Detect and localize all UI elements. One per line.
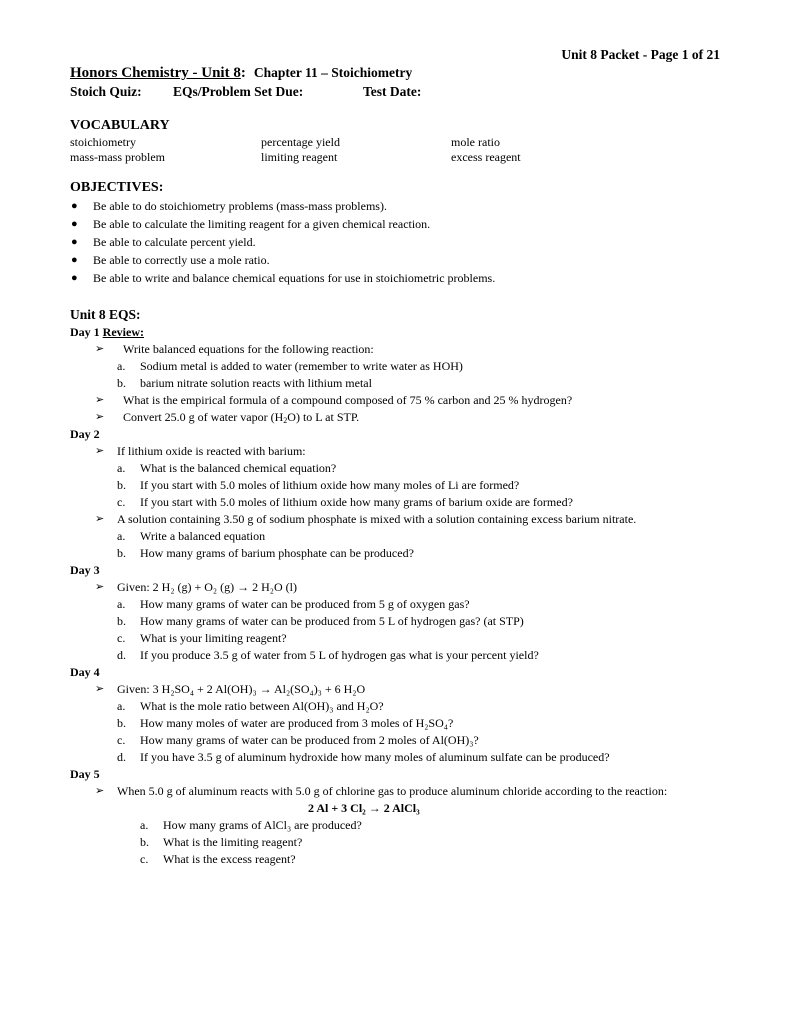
prompt-item bbox=[70, 579, 750, 596]
arrow-bullet-icon: ➢ bbox=[95, 513, 105, 525]
objective-item: ● Be able to calculate percent yield. bbox=[71, 235, 256, 249]
prompt-item: ➢ When 5.0 g of aluminum reacts with 5.0 g of chlorine gas to produce aluminum chloride according to the reaction: bbox=[95, 784, 668, 798]
arrow-bullet-icon: ➢ bbox=[95, 411, 105, 423]
sub-item: c. If you start with 5.0 moles of lithium oxide how many grams of barium oxide are formed? bbox=[117, 495, 573, 509]
objective-item: ● Be able to do stoichiometry problems (mass-mass problems). bbox=[71, 199, 387, 213]
prompt-item: ➢ A solution containing 3.50 g of sodium phosphate is mixed with a solution containing excess barium nitrate. bbox=[95, 512, 637, 526]
arrow-bullet-icon: ➢ bbox=[95, 581, 105, 593]
day-1-label: Day 1 Review: bbox=[70, 325, 144, 339]
test-date-label: Test Date: bbox=[363, 84, 422, 99]
arrow-bullet-icon: ➢ bbox=[95, 445, 105, 457]
prompt-item: ➢ Write balanced equations for the following reaction: bbox=[95, 342, 374, 356]
bullet-icon: ● bbox=[71, 272, 78, 284]
day-3-label: Day 3 bbox=[70, 563, 100, 577]
given-equation: Given: 2 H₂ (g) + O₂ (g) → 2 H₂O (l) bbox=[117, 580, 297, 594]
sub-item: a. Sodium metal is added to water (remember to write water as HOH) bbox=[117, 359, 463, 373]
bullet-icon: ● bbox=[71, 254, 78, 266]
sub-item: b. barium nitrate solution reacts with lithium metal bbox=[117, 376, 372, 390]
eqs-due-label: EQs/Problem Set Due: bbox=[173, 84, 304, 99]
sub-item: b. How many moles of water are produced from 3 moles of H₂SO₄? bbox=[117, 716, 454, 730]
stoich-quiz-label: Stoich Quiz: bbox=[70, 84, 142, 99]
vocab-term: limiting reagent bbox=[261, 150, 338, 164]
given-equation: Given: 3 H₂SO₄ + 2 Al(OH)₃ → Al₂(SO₄)₃ + 6 H₂O bbox=[117, 682, 366, 696]
sub-item: a. How many grams of water can be produced from 5 g of oxygen gas? bbox=[117, 597, 470, 611]
vocab-term: stoichiometry bbox=[70, 135, 136, 149]
reaction-equation: 2 Al + 3 Cl₂ → 2 AlCl₃ bbox=[308, 801, 420, 815]
bullet-icon: ● bbox=[71, 200, 78, 212]
sub-item: a. What is the mole ratio between Al(OH)₃ and H₂O? bbox=[117, 699, 384, 713]
prompt-item: ➢ Convert 25.0 g of water vapor $(H_2O)$ to L at STP. bbox=[95, 410, 360, 425]
unit-eqs-heading: Unit 8 EQS: bbox=[70, 307, 141, 322]
prompt-item: ➢ What is the empirical formula of a compound composed of 75 % carbon and 25 % hydrogen? bbox=[95, 393, 573, 407]
sub-item: c. What is your limiting reagent? bbox=[117, 631, 287, 645]
objective-item: ● Be able to calculate the limiting reagent for a given chemical reaction. bbox=[71, 217, 431, 231]
chapter-title: Chapter 11 – Stoichiometry bbox=[253, 65, 413, 80]
course-title: Honors Chemistry - Unit 8 bbox=[70, 65, 241, 81]
sub-item: a. Write a balanced equation bbox=[117, 529, 266, 543]
sub-item: d. If you produce 3.5 g of water from 5 L of hydrogen gas what is your percent yield? bbox=[117, 648, 539, 662]
eqs-content bbox=[70, 324, 750, 868]
day-4-label: Day 4 bbox=[70, 665, 100, 679]
sub-item: b. What is the limiting reagent? bbox=[140, 835, 303, 849]
sub-item: b. How many grams of barium phosphate can be produced? bbox=[117, 546, 414, 560]
vocab-term: mole ratio bbox=[451, 135, 500, 149]
bullet-icon: ● bbox=[71, 236, 78, 248]
objectives-list bbox=[70, 197, 495, 287]
objectives-heading: OBJECTIVES: bbox=[70, 180, 164, 195]
arrow-bullet-icon: ➢ bbox=[95, 785, 105, 797]
prompt-item: ➢ If lithium oxide is reacted with barium: bbox=[95, 444, 306, 458]
sub-item: b. How many grams of water can be produced from 5 L of hydrogen gas? (at STP) bbox=[117, 614, 524, 628]
bullet-icon: ● bbox=[71, 218, 78, 230]
sub-item: c. What is the excess reagent? bbox=[140, 852, 296, 866]
vocabulary-heading: VOCABULARY bbox=[70, 118, 170, 133]
vocab-term: mass-mass problem bbox=[70, 150, 165, 164]
day-2-label: Day 2 bbox=[70, 427, 100, 441]
objective-item: ● Be able to write and balance chemical equations for use in stoichiometric problems. bbox=[71, 271, 496, 285]
sub-item: a. How many grams of AlCl₃ are produced? bbox=[140, 818, 362, 832]
sub-item: d. If you have 3.5 g of aluminum hydroxide how many moles of aluminum sulfate can be produced? bbox=[117, 750, 610, 764]
arrow-bullet-icon: ➢ bbox=[95, 343, 105, 355]
day-5-label: Day 5 bbox=[70, 767, 100, 781]
vocab-term: percentage yield bbox=[261, 135, 340, 149]
sub-item: a. What is the balanced chemical equation? bbox=[117, 461, 337, 475]
sub-item: c. How many grams of water can be produced from 2 moles of Al(OH)₃? bbox=[117, 733, 479, 747]
document-title bbox=[70, 64, 412, 82]
vocab-term: excess reagent bbox=[451, 150, 521, 164]
arrow-bullet-icon: ➢ bbox=[95, 683, 105, 695]
title-colon: : bbox=[240, 65, 246, 81]
prompt-item bbox=[70, 681, 750, 698]
page-header: Unit 8 Packet - Page 1 of 21 bbox=[561, 47, 720, 62]
sub-item: b. If you start with 5.0 moles of lithium oxide how many moles of Li are formed? bbox=[117, 478, 520, 492]
arrow-bullet-icon: ➢ bbox=[95, 394, 105, 406]
review-label: Review: bbox=[102, 325, 144, 339]
objective-item: ● Be able to correctly use a mole ratio. bbox=[71, 253, 270, 267]
